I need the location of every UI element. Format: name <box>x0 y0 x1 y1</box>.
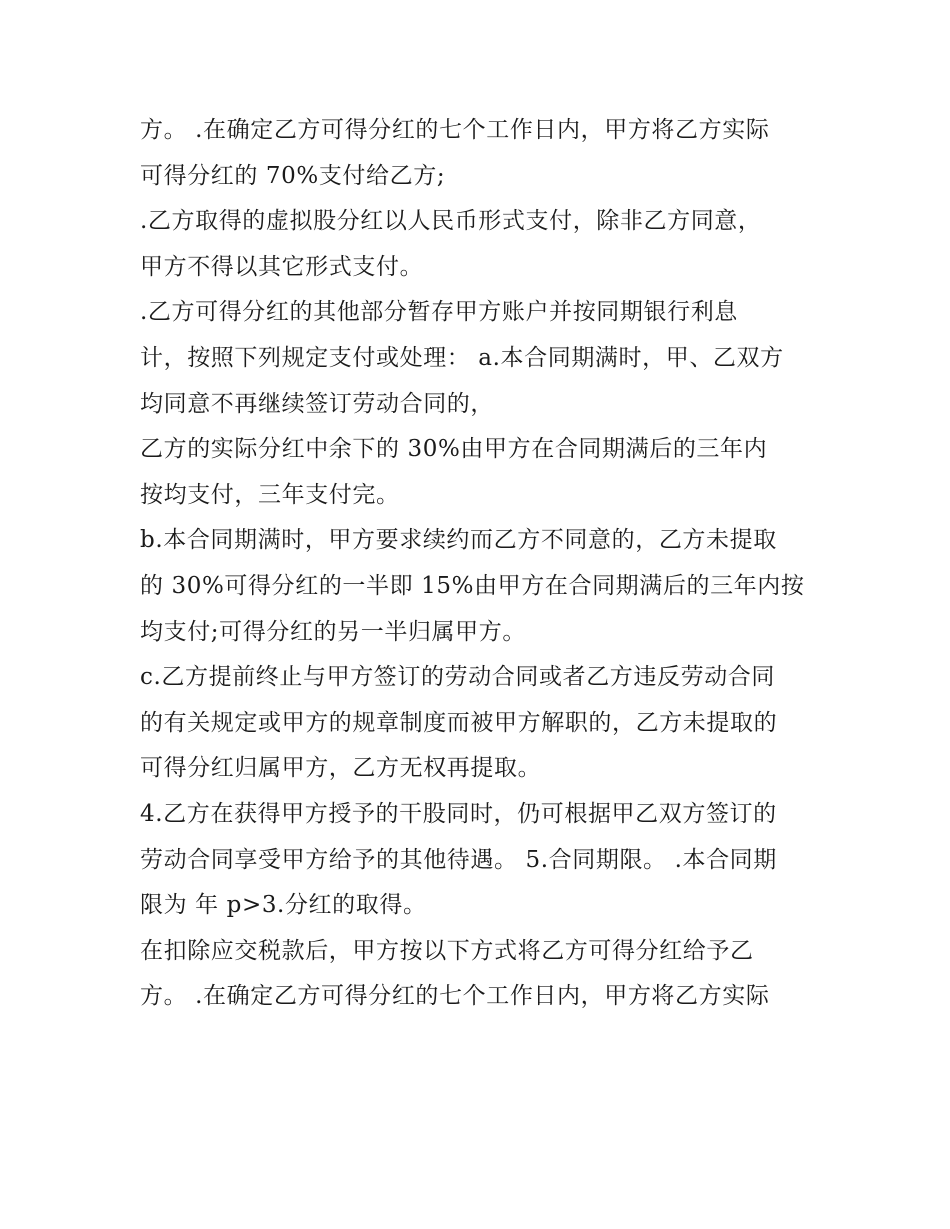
text-line: 计，按照下列规定支付或处理： a.本合同期满时，甲、乙双方 <box>140 344 784 371</box>
text-line: .乙方可得分红的其他部分暂存甲方账户并按同期银行利息 <box>140 299 738 326</box>
text-line: b.本合同期满时，甲方要求续约而乙方不同意的，乙方未提取 <box>140 527 777 554</box>
text-line: 可得分红的 70%支付给乙方; <box>140 162 446 189</box>
text-line: 的 30%可得分红的一半即 15%由甲方在合同期满后的三年内按 <box>140 572 805 599</box>
text-line: 均同意不再继续签订劳动合同的， <box>140 390 494 417</box>
text-line: 的有关规定或甲方的规章制度而被甲方解职的，乙方未提取的 <box>140 709 778 736</box>
text-line: 劳动合同享受甲方给予的其他待遇。 5.合同期限。 .本合同期 <box>140 846 777 873</box>
text-line: c.乙方提前终止与甲方签订的劳动合同或者乙方违反劳动合同 <box>140 664 775 691</box>
document-body <box>140 108 830 1020</box>
text-line: 可得分红归属甲方，乙方无权再提取。 <box>140 755 542 782</box>
text-line: 乙方的实际分红中余下的 30%由甲方在合同期满后的三年内 <box>140 436 768 463</box>
text-line: 方。 .在确定乙方可得分红的七个工作日内，甲方将乙方实际 <box>140 117 770 143</box>
text-line: 方。 .在确定乙方可得分红的七个工作日内，甲方将乙方实际 <box>140 983 770 1010</box>
text-line: 均支付;可得分红的另一半归属甲方。 <box>140 618 526 645</box>
text-line: .乙方取得的虚拟股分红以人民币形式支付，除非乙方同意， <box>140 208 762 235</box>
text-line: 在扣除应交税款后，甲方按以下方式将乙方可得分红给予乙 <box>140 937 754 964</box>
text-line: 4.乙方在获得甲方授予的干股同时，仍可根据甲乙双方签订的 <box>140 800 777 827</box>
text-line: 限为 年 p>3.分红的取得。 <box>140 892 427 919</box>
text-line: 按均支付，三年支付完。 <box>140 481 400 508</box>
text-line: 甲方不得以其它形式支付。 <box>140 253 424 280</box>
